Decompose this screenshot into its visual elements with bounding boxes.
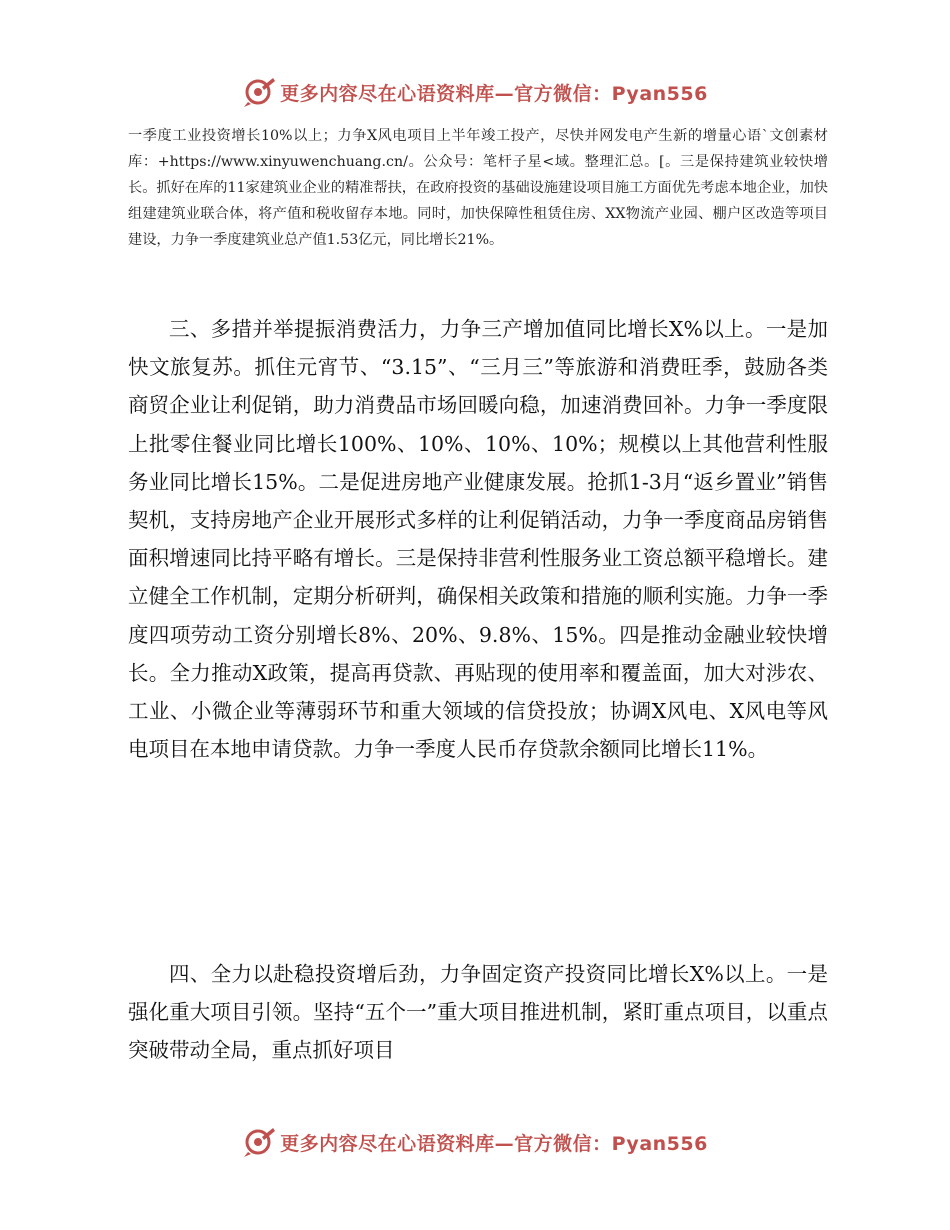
header-banner-text: 更多内容尽在心语资料库—官方微信：Pyan556 (280, 82, 708, 105)
document-paragraph-section-3: 三、多措并举提振消费活力，力争三产增加值同比增长X%以上。一是加快文旅复苏。抓住元宵节、“3.15”、“三月三”等旅游和消费旺季，鼓励各类商贸企业让利促销，助力消费品市场回暖向稳，加速消费回补。力争一季度限上批零住餐业同比增长100%、10%、10%、10%；规模以上其他营利性服务业同比增长15%。二是促进房地产业健康发展。抢抓1-3月“返乡置业”销售契机，支持房地产企业开展形式多样的让利促销活动，力争一季度商品房销售面积增速同比持平略有增长。三是保持非营利性服务业工资总额平稳增长。建立健全工作机制，定期分析研判，确保相关政策和措施的顺利实施。力争一季度四项劳动工资分别增长8%、20%、9.8%、15%。四是推动金融业较快增长。全力推动X政策，提高再贷款、再贴现的使用率和覆盖面，加大对涉农、工业、小微企业等薄弱环节和重大领域的信贷投放；协调X风电、X风电等风电项目在本地申请贷款。力争一季度人民币存贷款余额同比增长11%。 (128, 317, 828, 762)
document-paragraph-continuation: 一季度工业投资增长10%以上；力争X风电项目上半年竣工投产，尽快并网发电产生新的增量心语`文创素材库：+https://www.xinyuwenchuang.cn/。公众号：笔杆子星<域。整理汇总。[。三是保持建筑业较快增长。抓好在库的11家建筑业企业的精准帮扶，在政府投资的基础设施建设项目施工方面优先考虑本地企业，加快组建建筑业联合体，将产值和税收留存本地。同时，加快保障性租赁住房、XX物流产业园、棚户区改造等项目建设，力争一季度建筑业总产值1.53亿元，同比增长21%。 (128, 128, 828, 248)
header-banner (0, 72, 950, 112)
footer-banner (0, 1122, 950, 1162)
document-paragraph-section-4: 四、全力以赴稳投资增后劲，力争固定资产投资同比增长X%以上。一是强化重大项目引领。坚持“五个一”重大项目推进机制，紧盯重点项目，以重点突破带动全局，重点抓好项目 (128, 962, 828, 1063)
xinyu-logo-icon (242, 75, 276, 109)
xinyu-logo-icon (242, 1125, 276, 1159)
footer-banner-text: 更多内容尽在心语资料库—官方微信：Pyan556 (280, 1132, 708, 1155)
